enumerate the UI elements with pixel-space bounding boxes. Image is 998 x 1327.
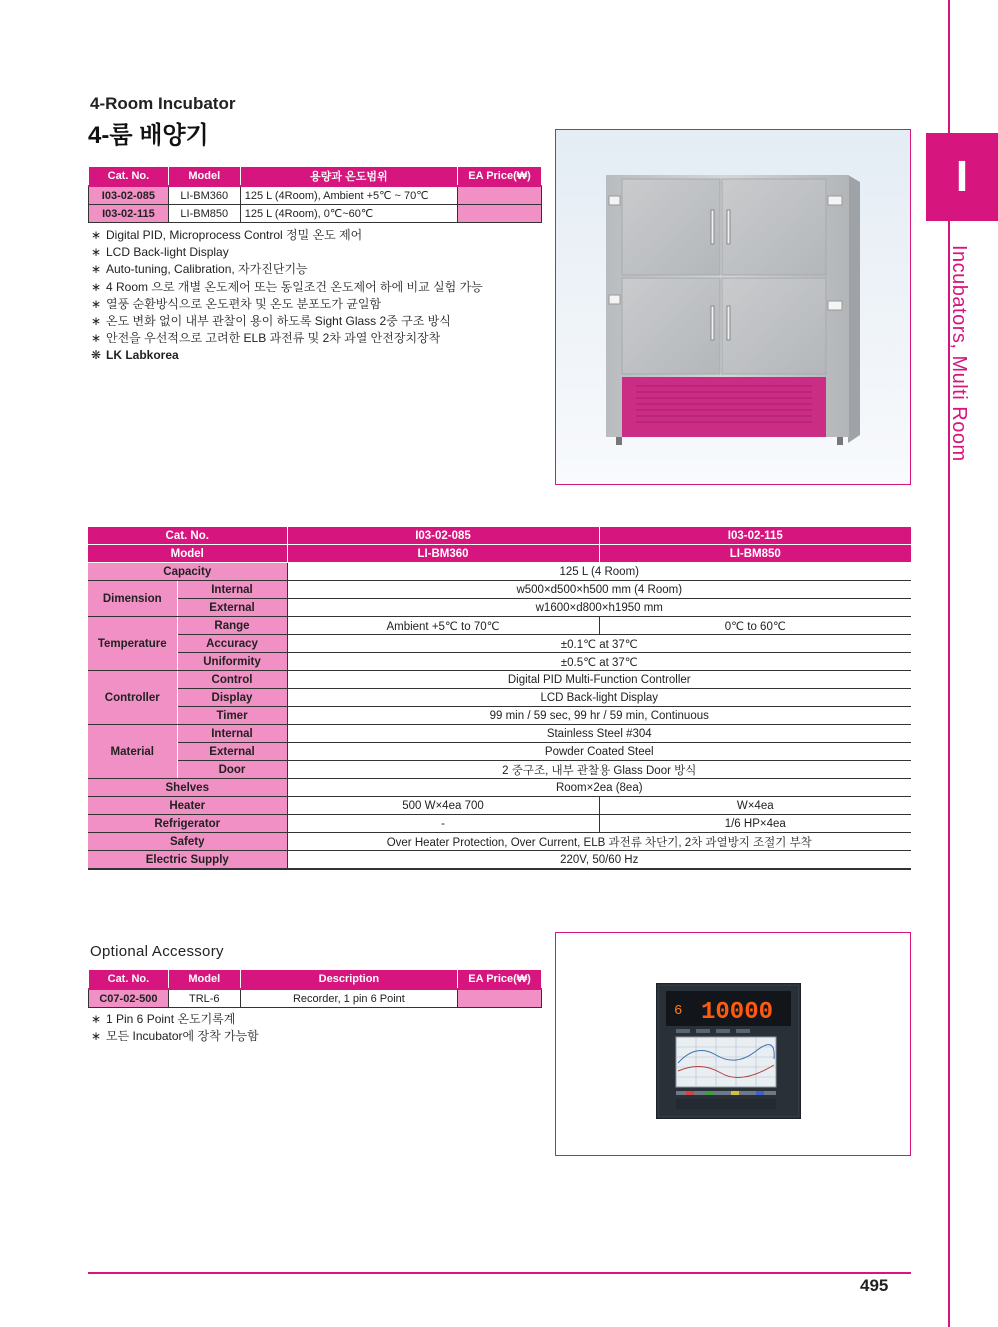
chapter-title [935,245,995,505]
bullet-icon: ∗ [91,228,102,242]
price-cell [458,205,542,223]
mat-internal-value: Stainless Steel #304 [287,725,911,743]
heater-b-value: W×4ea [599,797,911,815]
product-title-en: 4-Room Incubator [90,94,236,113]
chapter-tab [926,133,998,221]
table-row [88,815,911,833]
table-row [88,527,911,545]
display-value: LCD Back-light Display [287,689,911,707]
spec-cat-a: I03-02-085 [287,527,599,545]
desc-cell: 125 L (4Room), 0℃~60℃ [240,205,457,223]
capacity-value: 125 L (4 Room) [287,563,911,581]
model-cell: LI-BM360 [168,186,240,205]
desc-cell: 125 L (4Room), Ambient +5℃ ~ 70℃ [240,186,457,205]
range-a-value: Ambient +5℃ to 70℃ [287,617,599,635]
spec-model-label: Model [88,545,287,563]
door-value: 2 중구조, 내부 관찰용 Glass Door 방식 [287,761,911,779]
safety-value: Over Heater Protection, Over Current, ELB 과전류 차단기, 2차 과열방지 조절기 부착 [287,833,911,851]
recorder-channel: 6 [674,1003,683,1019]
product-table [88,167,542,223]
list-item [91,244,483,261]
incubator-photo [555,129,911,485]
list-item [91,279,483,296]
table-row [88,833,911,851]
page-number: 495 [860,1276,889,1295]
dim-external-value: w1600×d800×h1950 mm [287,599,911,617]
optional-notes [91,1011,259,1045]
accuracy-value: ±0.1℃ at 37℃ [287,635,911,653]
control-label: Control [177,671,287,689]
accuracy-label: Accuracy [177,635,287,653]
table-row [88,581,911,599]
feature-text: LCD Back-light Display [106,245,229,260]
feature-text: 온도 변화 없이 내부 관찰이 용이 하도록 Sight Glass 2중 구조 방식 [106,314,451,329]
feature-text: Auto-tuning, Calibration, 자가진단기능 [106,262,308,277]
recorder-image [556,933,910,1155]
optional-title: Optional Accessory [90,943,224,960]
optional-table [88,970,542,1008]
model-cell: TRL-6 [168,989,240,1008]
spec-model-a: LI-BM360 [287,545,599,563]
heater-label: Heater [88,797,287,815]
header-description: Description [240,970,457,989]
incubator-image [556,130,910,484]
header-model: Model [168,970,240,989]
table-row [89,205,542,223]
refrigerator-b-value: 1/6 HP×4ea [599,815,911,833]
chapter-letter: I [955,152,969,201]
note-text: 1 Pin 6 Point 온도기록계 [106,1012,236,1026]
spec-table [88,527,911,870]
table-row [88,689,911,707]
display-label: Display [177,689,287,707]
timer-label: Timer [177,707,287,725]
header-capacity-range: 용량과 온도범위 [240,167,457,186]
external-label: External [177,599,287,617]
table-row [88,779,911,797]
range-b-value: 0℃ to 60℃ [599,617,911,635]
uniformity-label: Uniformity [177,653,287,671]
refrigerator-label: Refrigerator [88,815,287,833]
cat-no-cell: C07-02-500 [89,989,169,1008]
table-row [88,725,911,743]
list-item [91,330,483,347]
feature-text: Digital PID, Microprocess Control 정밀 온도 제어 [106,228,363,242]
table-row [88,743,911,761]
list-item [91,261,483,278]
chapter-title-text: Incubators, Multi Room [948,245,970,462]
bullet-icon: ∗ [91,1012,102,1026]
temperature-label: Temperature [88,617,177,671]
bullet-icon: ∗ [91,245,102,260]
controller-label: Controller [88,671,177,725]
spec-cat-b: I03-02-115 [599,527,911,545]
electric-value: 220V, 50/60 Hz [287,851,911,870]
table-row [88,563,911,581]
table-row [89,989,542,1008]
price-cell [458,186,542,205]
table-row [89,186,542,205]
door-label: Door [177,761,287,779]
bullet-icon: ∗ [91,314,102,329]
table-row [88,797,911,815]
material-label: Material [88,725,177,779]
table-row [88,653,911,671]
price-cell [458,989,542,1008]
recorder-value: 10000 [701,999,774,1026]
control-value: Digital PID Multi-Function Controller [287,671,911,689]
table-row [88,707,911,725]
note-text: 모든 Incubator에 장착 가능함 [106,1029,259,1044]
range-label: Range [177,617,287,635]
spec-model-b: LI-BM850 [599,545,911,563]
bullet-icon: ∗ [91,1029,102,1044]
shelves-label: Shelves [88,779,287,797]
brand-bullet-icon: ❋ [91,348,102,363]
list-item [91,1011,259,1028]
table-row [88,545,911,563]
header-cat-no: Cat. No. [89,167,169,186]
header-cat-no: Cat. No. [89,970,169,989]
feature-text: 4 Room 으로 개별 온도제어 또는 동일조건 온도제어 하에 비교 실험 가능 [106,279,483,294]
header-model: Model [168,167,240,186]
product-title-ko: 4-룸 배양기 [88,122,209,149]
capacity-label: Capacity [88,563,287,581]
bullet-icon: ∗ [91,331,102,346]
bullet-icon: ∗ [91,262,102,277]
desc-cell: Recorder, 1 pin 6 Point [240,989,457,1008]
timer-value: 99 min / 59 sec, 99 hr / 59 min, Continuous [287,707,911,725]
mat-external-value: Powder Coated Steel [287,743,911,761]
model-cell: LI-BM850 [168,205,240,223]
mat-internal-label: Internal [177,725,287,743]
spec-cat-label: Cat. No. [88,527,287,545]
list-item [91,1028,259,1045]
shelves-value: Room×2ea (8ea) [287,779,911,797]
table-row [88,617,911,635]
bullet-icon: ∗ [91,296,102,311]
heater-a-value: 500 W×4ea 700 [287,797,599,815]
dim-internal-value: w500×d500×h500 mm (4 Room) [287,581,911,599]
footer-rule [88,1272,911,1274]
refrigerator-a-value: - [287,815,599,833]
cat-no-cell: I03-02-115 [89,205,169,223]
mat-external-label: External [177,743,287,761]
list-item [91,296,483,313]
table-row [88,851,911,870]
table-row [88,671,911,689]
header-price: EA Price(₩) [458,167,542,186]
table-row [88,599,911,617]
feature-text: 열풍 순환방식으로 온도편차 및 온도 분포도가 균일함 [106,296,382,311]
feature-text: 안전을 우선적으로 고려한 ELB 과전류 및 2차 과열 안전장치장착 [106,331,441,346]
header-price: EA Price(₩) [458,970,542,989]
dimension-label: Dimension [88,581,177,617]
table-row [88,635,911,653]
recorder-photo [555,932,911,1156]
list-item [91,313,483,330]
brand-line [91,347,483,364]
cat-no-cell: I03-02-085 [89,186,169,205]
safety-label: Safety [88,833,287,851]
brand-name: LK Labkorea [106,348,179,363]
internal-label: Internal [177,581,287,599]
table-row [88,761,911,779]
bullet-icon: ∗ [91,279,102,294]
list-item [91,227,483,244]
electric-label: Electric Supply [88,851,287,870]
feature-list [91,227,483,365]
uniformity-value: ±0.5℃ at 37℃ [287,653,911,671]
